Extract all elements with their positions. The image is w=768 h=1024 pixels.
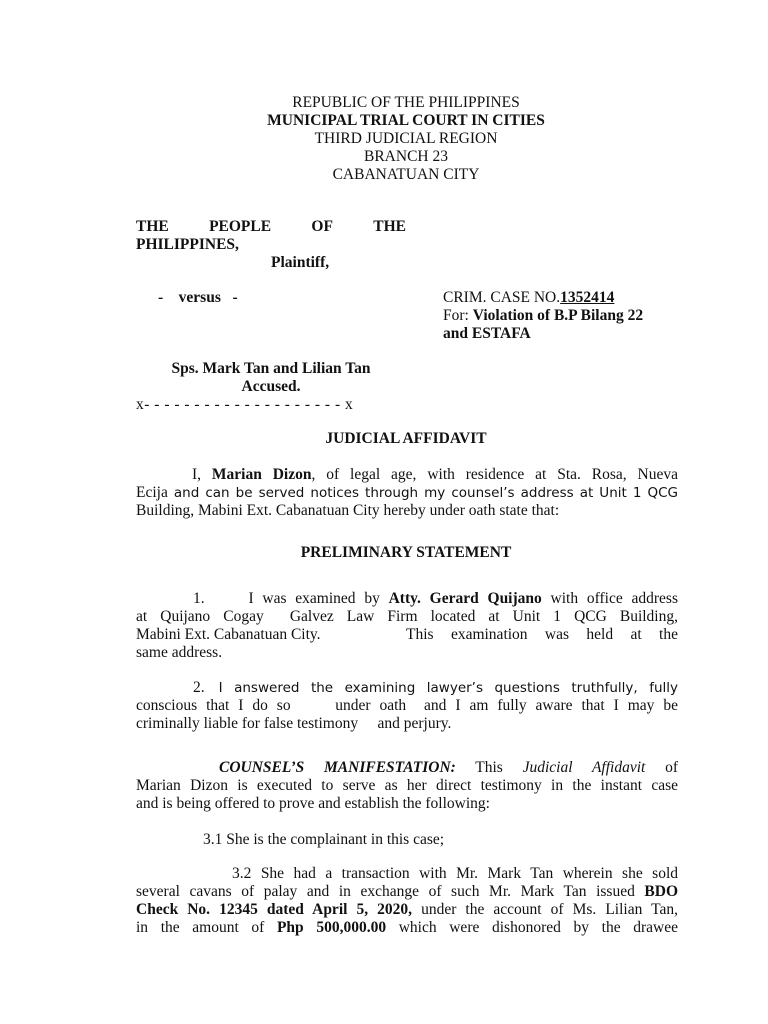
intro-text: Ecija bbox=[136, 484, 168, 501]
item1-text: 1. I was examined by bbox=[193, 590, 389, 607]
point32-text: several cavans of palay and in exchange of such Mr. Mark Tan issued bbox=[136, 883, 645, 900]
intro-text: I, bbox=[192, 466, 212, 483]
check-amount: Php 500,000.00 bbox=[276, 919, 387, 936]
offense-line-1 bbox=[443, 307, 643, 325]
header-branch: BRANCH 23 bbox=[364, 148, 448, 165]
item1-line-1 bbox=[136, 590, 678, 608]
manifestation-text: of bbox=[645, 759, 679, 776]
header-region: THIRD JUDICIAL REGION bbox=[314, 130, 498, 147]
point32-text: under the account of Ms. Lilian Tan, bbox=[412, 901, 679, 918]
for-label: For: bbox=[443, 307, 473, 324]
manifestation-label: COUNSEL’S MANIFESTATION: bbox=[219, 759, 456, 776]
manifestation-italic: Judicial Affidavit bbox=[522, 759, 646, 776]
header-republic: REPUBLIC OF THE PHILIPPINES bbox=[292, 94, 520, 111]
statement-item-1 bbox=[136, 590, 678, 662]
statement-item-2 bbox=[136, 679, 678, 733]
versus-label: - versus - bbox=[158, 289, 238, 306]
manifestation-line-2: Marian Dizon is executed to serve as her direct testimony in the instant case bbox=[136, 777, 678, 794]
offense-line-2: and ESTAFA bbox=[443, 325, 531, 342]
section-heading: PRELIMINARY STATEMENT bbox=[300, 544, 512, 561]
affiant-name: Marian Dizon bbox=[211, 466, 312, 483]
offense-text: Violation of B.P Bilang 22 bbox=[472, 307, 644, 324]
intro-line-3: Building, Mabini Ext. Cabanatuan City hereby under oath state that: bbox=[136, 502, 560, 519]
case-number: 1352414 bbox=[560, 289, 615, 306]
plaintiff-word: OF bbox=[311, 218, 333, 235]
manifestation-text: This bbox=[455, 759, 523, 776]
point32-line-3 bbox=[136, 901, 678, 919]
accused-names: Sps. Mark Tan and Lilian Tan bbox=[171, 360, 371, 377]
accused-role: Accused. bbox=[241, 378, 301, 395]
point32-line-2 bbox=[136, 883, 678, 901]
point-3-2 bbox=[136, 865, 678, 937]
intro-text: and can be served notices through my counsel’s address at Unit 1 QCG bbox=[167, 485, 678, 501]
intro-line-2 bbox=[136, 484, 678, 502]
manifestation-line-3: and is being offered to prove and establish the following: bbox=[136, 795, 490, 812]
item2-line-1 bbox=[136, 679, 678, 697]
item2-text: I answered the examining lawyer’s questions truthfully, fully bbox=[218, 680, 678, 696]
intro-paragraph bbox=[136, 466, 678, 520]
point32-text: in the amount of bbox=[136, 919, 277, 936]
plaintiff-role: Plaintiff, bbox=[271, 254, 330, 271]
plaintiff-word: PEOPLE bbox=[209, 218, 272, 235]
check-details: Check No. 12345 dated April 5, 2020, bbox=[136, 901, 413, 918]
item2-line-2: conscious that I do so under oath and I am fully aware that I may be bbox=[136, 697, 678, 714]
header-city: CABANATUAN CITY bbox=[332, 166, 480, 183]
affidavit-title: JUDICIAL AFFIDAVIT bbox=[325, 430, 487, 447]
item1-line-2: at Quijano Cogay Galvez Law Firm located at Unit 1 QCG Building, bbox=[136, 608, 678, 625]
item1-text: This examination was held at the bbox=[406, 626, 678, 643]
header-court: MUNICIPAL TRIAL COURT IN CITIES bbox=[267, 112, 545, 129]
counsel-manifestation bbox=[136, 759, 678, 813]
item2-line-3: criminally liable for false testimony and perjury. bbox=[136, 715, 452, 732]
point-3-1: 3.1 She is the complainant in this case; bbox=[203, 831, 445, 848]
court-header bbox=[0, 94, 768, 184]
case-number-line bbox=[443, 289, 614, 307]
check-bank: BDO bbox=[644, 883, 678, 900]
intro-line-1 bbox=[136, 466, 678, 484]
case-label: CRIM. CASE NO. bbox=[443, 289, 561, 306]
item2-text: 2. bbox=[193, 679, 205, 696]
item1-text: with office address bbox=[541, 590, 678, 607]
item1-line-4: same address. bbox=[136, 644, 223, 661]
attorney-name: Atty. Gerard Quijano bbox=[388, 590, 542, 607]
intro-text: , of legal age, with residence at Sta. Rosa, Nueva bbox=[311, 466, 678, 483]
plaintiff-word: THE bbox=[136, 218, 169, 235]
point32-text: which were dishonored by the drawee bbox=[386, 919, 678, 936]
point32-line-1: 3.2 She had a transaction with Mr. Mark Tan wherein she sold bbox=[232, 865, 678, 882]
caption-separator: x- - - - - - - - - - - - - - - - - - - - x bbox=[136, 396, 354, 413]
item1-line-3 bbox=[136, 626, 678, 644]
manifestation-line-1 bbox=[136, 759, 678, 777]
plaintiff-word: THE bbox=[373, 218, 406, 235]
plaintiff-line-2: PHILIPPINES, bbox=[136, 236, 239, 253]
plaintiff-line-1 bbox=[136, 218, 406, 236]
point32-line-4 bbox=[136, 919, 678, 937]
item1-text: Mabini Ext. Cabanatuan City. bbox=[136, 626, 321, 643]
